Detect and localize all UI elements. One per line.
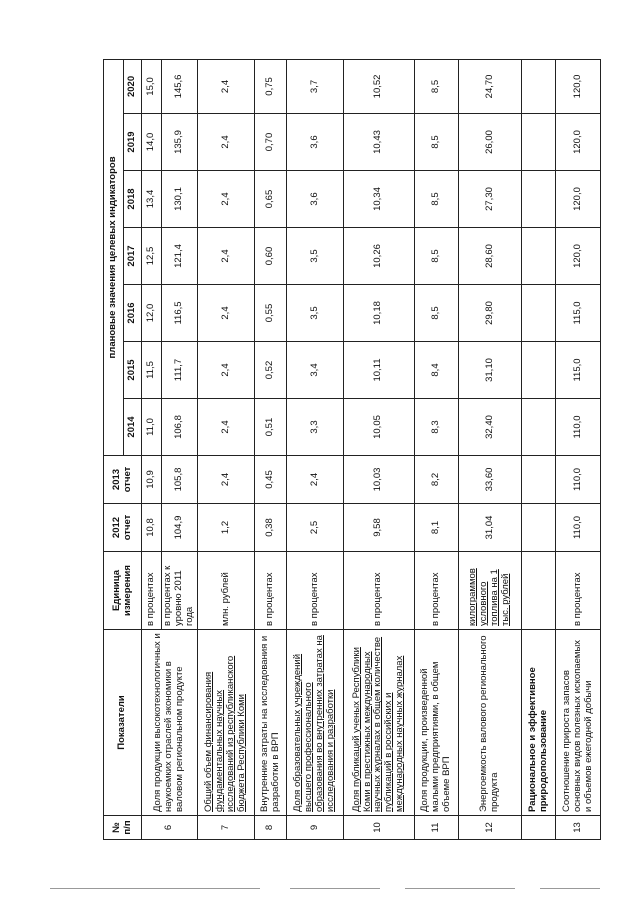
header-indicator: Показатели (104, 630, 142, 816)
value-2013: 10,03 (344, 456, 415, 504)
empty-cell (522, 552, 556, 630)
footer-rule (50, 888, 260, 889)
plan-value: 2,4 (198, 59, 255, 113)
plan-value: 3,6 (287, 171, 344, 228)
indicator-name-text: Доля образовательных учреждений высшего профессионального образования во внутренних затратах на исследования и разработки (292, 635, 337, 812)
table-row (556, 59, 601, 839)
row-number: 10 (344, 816, 415, 840)
plan-value: 3,3 (287, 399, 344, 456)
table-row (287, 59, 344, 839)
value-2013: 0,45 (255, 456, 287, 504)
plan-value: 2,4 (198, 342, 255, 399)
indicator-name: Доля продукции высокотехнологичных и наукоемких отраслей экономики в валовом региональном продукте (142, 630, 198, 816)
plan-value: 106,8 (162, 399, 198, 456)
plan-value: 0,52 (255, 342, 287, 399)
section-row (522, 59, 556, 839)
plan-value: 0,51 (255, 399, 287, 456)
footer-rule (290, 888, 380, 889)
plan-value: 11,5 (142, 342, 162, 399)
value-2012: 1,2 (198, 504, 255, 552)
header-planned-group: плановые значения целевых индикаторов (104, 59, 124, 455)
value-2013: 10,9 (142, 456, 162, 504)
plan-value: 0,70 (255, 114, 287, 171)
unit-cell: в процентах (287, 552, 344, 630)
plan-value: 121,4 (162, 228, 198, 285)
plan-value: 14,0 (142, 114, 162, 171)
plan-value: 10,26 (344, 228, 415, 285)
plan-value: 10,52 (344, 59, 415, 113)
row-number: 11 (414, 816, 459, 840)
plan-value: 0,60 (255, 228, 287, 285)
plan-value: 110,0 (556, 399, 601, 456)
row-number: 13 (556, 816, 601, 840)
plan-value: 11,0 (142, 399, 162, 456)
value-2012: 104,9 (162, 504, 198, 552)
plan-value: 120,0 (556, 59, 601, 113)
plan-value: 10,11 (344, 342, 415, 399)
header-year: 2020 (124, 59, 142, 113)
plan-value: 8,5 (414, 114, 459, 171)
header-2012: 2012 отчет (104, 504, 142, 552)
plan-value: 2,4 (198, 399, 255, 456)
empty-cell (522, 456, 556, 504)
plan-value: 3,7 (287, 59, 344, 113)
indicator-name: Соотношение прироста запасов основных видов полезных ископаемых и объемов ежегодной добычи (556, 630, 601, 816)
table-row (414, 59, 459, 839)
plan-value: 27,30 (459, 171, 522, 228)
table-row (198, 59, 255, 839)
plan-value: 0,65 (255, 171, 287, 228)
plan-value: 115,0 (556, 285, 601, 342)
plan-value: 24,70 (459, 59, 522, 113)
row-number: 7 (198, 816, 255, 840)
row-number: 9 (287, 816, 344, 840)
unit-text: килограммов условного топлива на 1 тыс. рублей (467, 568, 512, 626)
value-2012: 2,5 (287, 504, 344, 552)
header-unit: Единица измерения (104, 552, 142, 630)
indicator-name (344, 630, 415, 816)
empty-cell (522, 59, 556, 113)
plan-value: 26,00 (459, 114, 522, 171)
empty-cell (522, 228, 556, 285)
plan-value: 120,0 (556, 228, 601, 285)
header-year: 2018 (124, 171, 142, 228)
section-number-cell (522, 816, 556, 840)
plan-value: 8,5 (414, 285, 459, 342)
unit-cell (459, 552, 522, 630)
plan-value: 31,10 (459, 342, 522, 399)
plan-value: 28,60 (459, 228, 522, 285)
value-2012: 31,04 (459, 504, 522, 552)
plan-value: 145,6 (162, 59, 198, 113)
plan-value: 3,5 (287, 228, 344, 285)
rotated-table-container (103, 60, 601, 840)
unit-cell: в процентах (344, 552, 415, 630)
plan-value: 8,4 (414, 342, 459, 399)
indicator-name (287, 630, 344, 816)
plan-value: 12,0 (142, 285, 162, 342)
empty-cell (522, 504, 556, 552)
header-no: № п/п (104, 816, 142, 840)
unit-cell: в процентах (142, 552, 162, 630)
value-2012: 9,58 (344, 504, 415, 552)
indicator-name: Энергоемкость валового регионального продукта (459, 630, 522, 816)
plan-value: 2,4 (198, 285, 255, 342)
row-number: 8 (255, 816, 287, 840)
plan-value: 0,55 (255, 285, 287, 342)
value-2012: 8,1 (414, 504, 459, 552)
header-year: 2016 (124, 285, 142, 342)
plan-value: 29,80 (459, 285, 522, 342)
plan-value: 32,40 (459, 399, 522, 456)
table-row (255, 59, 287, 839)
footer-rule (540, 888, 600, 889)
plan-value: 8,5 (414, 171, 459, 228)
value-2012: 10,8 (142, 504, 162, 552)
indicator-name (198, 630, 255, 816)
value-2013: 33,60 (459, 456, 522, 504)
empty-cell (522, 285, 556, 342)
unit-cell: млн. рублей (198, 552, 255, 630)
plan-value: 111,7 (162, 342, 198, 399)
plan-value: 10,18 (344, 285, 415, 342)
plan-value: 10,43 (344, 114, 415, 171)
section-title: Рациональное и эффективное природопользование (522, 630, 556, 816)
plan-value: 12,5 (142, 228, 162, 285)
plan-value: 116,5 (162, 285, 198, 342)
plan-value: 2,4 (198, 114, 255, 171)
plan-value: 15,0 (142, 59, 162, 113)
plan-value: 120,0 (556, 171, 601, 228)
value-2013: 2,4 (287, 456, 344, 504)
plan-value: 0,75 (255, 59, 287, 113)
footer-rule (405, 888, 515, 889)
table-row (142, 59, 162, 839)
plan-value: 8,3 (414, 399, 459, 456)
indicator-name-text: Общий объем финансирования фундаментальных научных исследований из республиканского бюджета Республики Коми (203, 655, 248, 812)
plan-value: 10,34 (344, 171, 415, 228)
plan-value: 2,4 (198, 228, 255, 285)
indicator-name-text: Доля публикаций ученых Республики Коми в престижных международных научных журналах в общем количестве публикаций в российских и международных научных журналах (350, 636, 406, 812)
value-2013: 105,8 (162, 456, 198, 504)
value-2012: 0,38 (255, 504, 287, 552)
unit-cell: в процентах (414, 552, 459, 630)
header-2013: 2013 отчет (104, 456, 142, 504)
plan-value: 2,4 (198, 171, 255, 228)
empty-cell (522, 171, 556, 228)
plan-value: 135,9 (162, 114, 198, 171)
plan-value: 3,5 (287, 285, 344, 342)
empty-cell (522, 399, 556, 456)
value-2013: 8,2 (414, 456, 459, 504)
plan-value: 8,5 (414, 59, 459, 113)
plan-value: 8,5 (414, 228, 459, 285)
target-indicators-table (103, 59, 601, 840)
scan-footer-rules (20, 880, 620, 900)
row-number: 12 (459, 816, 522, 840)
unit-cell: в процентах к уровню 2011 года (162, 552, 198, 630)
empty-cell (522, 342, 556, 399)
unit-cell: в процентах (556, 552, 601, 630)
header-year: 2015 (124, 342, 142, 399)
row-number: 6 (142, 816, 198, 840)
indicator-name: Внутренние затраты на исследования и разработки в ВРП (255, 630, 287, 816)
value-2012: 110,0 (556, 504, 601, 552)
plan-value: 130,1 (162, 171, 198, 228)
value-2013: 2,4 (198, 456, 255, 504)
plan-value: 120,0 (556, 114, 601, 171)
empty-cell (522, 114, 556, 171)
plan-value: 10,05 (344, 399, 415, 456)
value-2013: 110,0 (556, 456, 601, 504)
table-row (344, 59, 415, 839)
indicator-name: Доля продукции, произведенной малыми предприятиями, в общем объеме ВРП (414, 630, 459, 816)
plan-value: 115,0 (556, 342, 601, 399)
plan-value: 13,4 (142, 171, 162, 228)
header-year: 2017 (124, 228, 142, 285)
unit-cell: в процентах (255, 552, 287, 630)
plan-value: 3,4 (287, 342, 344, 399)
table-row (459, 59, 522, 839)
plan-value: 3,6 (287, 114, 344, 171)
header-year: 2019 (124, 114, 142, 171)
header-year: 2014 (124, 399, 142, 456)
